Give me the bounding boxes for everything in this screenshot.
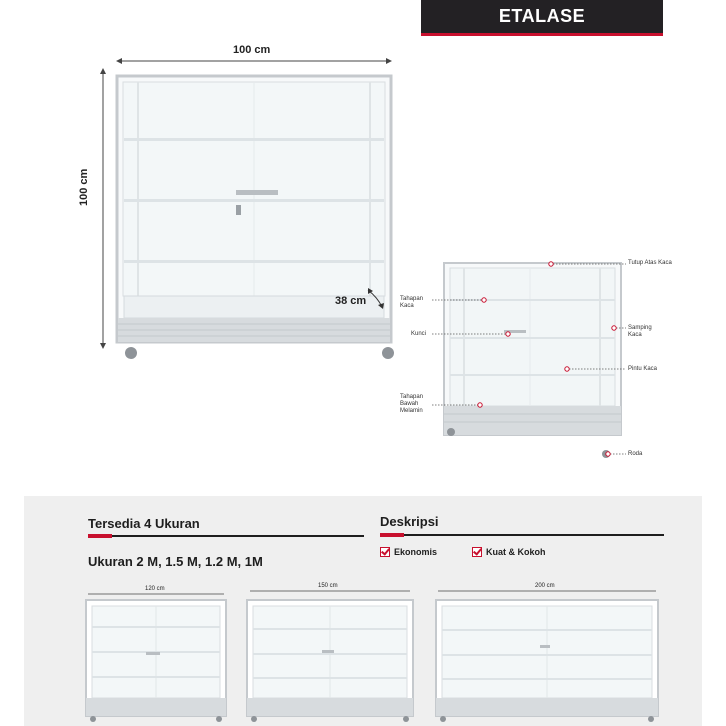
description-title: Deskripsi: [380, 514, 439, 529]
thumb-label-200: 200 cm: [535, 583, 555, 589]
sizes-title: Tersedia 4 Ukuran: [88, 516, 200, 531]
label-kunci: Kunci: [411, 331, 427, 337]
thumb-label-150: 150 cm: [318, 583, 338, 589]
feature-label: Kuat & Kokoh: [486, 547, 546, 557]
label-tahapan-bawah: Tahapan Bawah Melamin: [400, 394, 424, 414]
label-samping-kaca: Samping Kaca: [628, 325, 652, 338]
sizes-list: Ukuran 2 M, 1.5 M, 1.2 M, 1M: [88, 554, 263, 569]
label-pintu-kaca: Pintu Kaca: [628, 366, 658, 372]
feature-label: Ekonomis: [394, 547, 438, 557]
banner-title: ETALASE: [498, 6, 586, 26]
label-tahapan-kaca: Tahapan Kaca: [400, 296, 424, 309]
label-tutup-atas: Tutup Atas Kaca: [628, 260, 672, 266]
height-label: 100 cm: [78, 168, 90, 206]
width-label: 100 cm: [233, 44, 271, 56]
thumb-label-120: 120 cm: [145, 586, 165, 592]
label-roda: Roda: [628, 451, 643, 457]
depth-label: 38 cm: [335, 295, 367, 307]
